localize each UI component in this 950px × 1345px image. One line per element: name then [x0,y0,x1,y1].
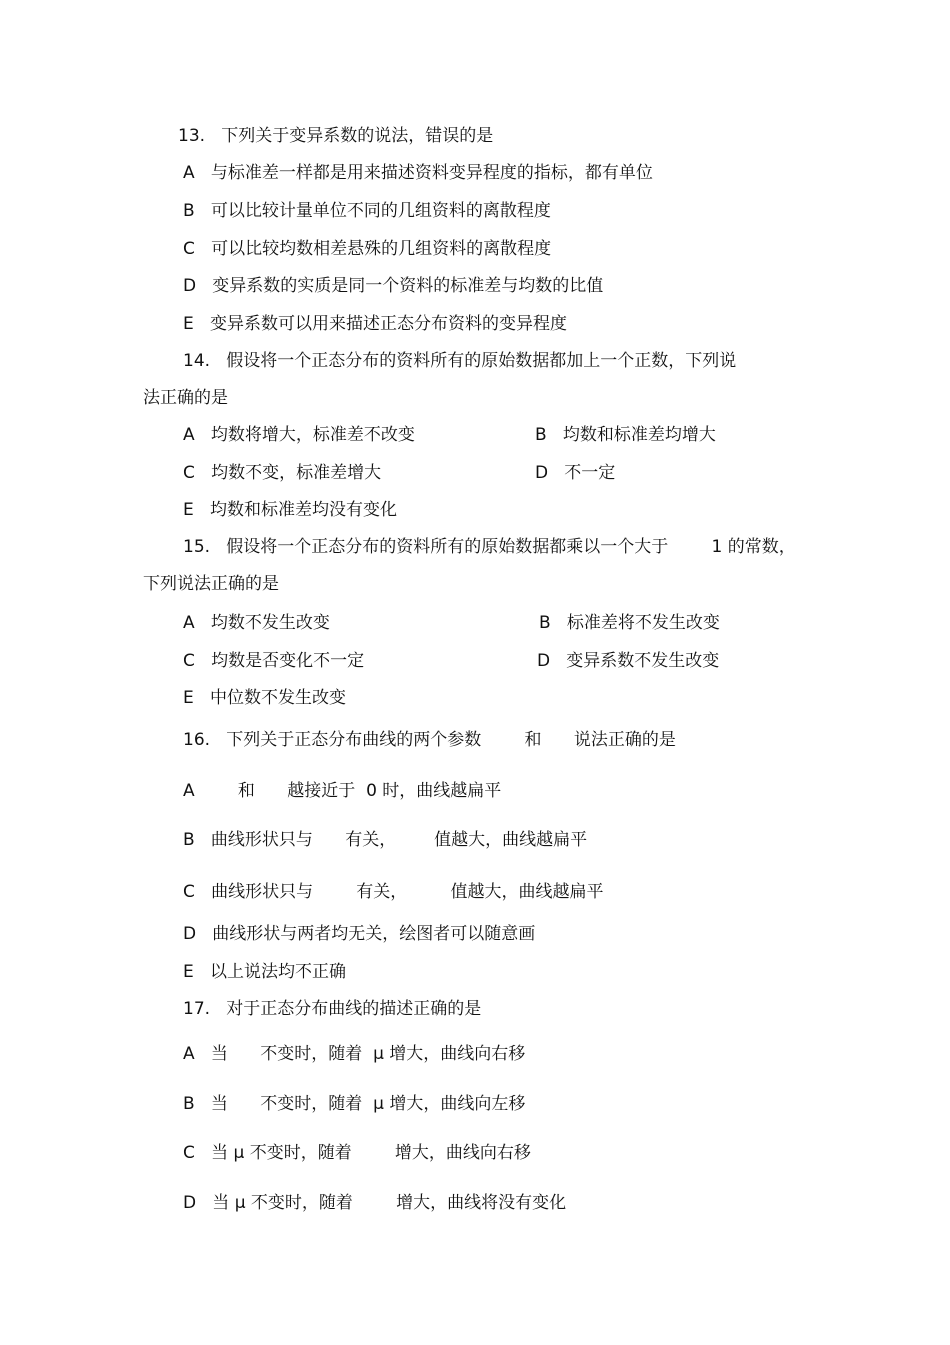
question-13-option-b: B 可以比较计量单位不同的几组资料的离散程度 [183,201,551,221]
question-13-stem: 13. 下列关于变异系数的说法，错误的是 [178,126,494,146]
question-15-option-c: C 均数是否变化不一定 [183,651,365,671]
question-16-option-e: E 以上说法均不正确 [183,962,346,982]
question-15-option-d: D 变异系数不发生改变 [537,651,720,671]
question-17-option-c: C 当 μ 不变时，随着 增大，曲线向右移 [183,1143,531,1163]
question-16-stem: 16. 下列关于正态分布曲线的两个参数 和 说法正确的是 [183,730,676,750]
question-15-option-a: A 均数不发生改变 [183,613,330,633]
question-13-option-d: D 变异系数的实质是同一个资料的标准差与均数的比值 [183,276,604,296]
question-13-option-e: E 变异系数可以用来描述正态分布资料的变异程度 [183,314,567,334]
question-16-option-d: D 曲线形状与两者均无关，绘图者可以随意画 [183,924,536,944]
question-14-stem-line1: 14. 假设将一个正态分布的资料所有的原始数据都加上一个正数，下列说 [183,351,737,371]
question-14-stem-line2: 法正确的是 [143,388,228,408]
question-14-option-b: B 均数和标准差均增大 [535,425,716,445]
question-15-stem-line2: 下列说法正确的是 [143,574,279,594]
question-13-option-c: C 可以比较均数相差悬殊的几组资料的离散程度 [183,239,552,259]
question-13-option-a: A 与标准差一样都是用来描述资料变异程度的指标，都有单位 [183,163,653,183]
question-16-option-b: B 曲线形状只与 有关， 值越大，曲线越扁平 [183,830,588,850]
question-14-option-d: D 不一定 [535,463,616,483]
question-17-option-a: A 当 不变时，随着 μ 增大，曲线向右移 [183,1044,526,1064]
question-15-option-b: B 标准差将不发生改变 [539,613,720,633]
question-17-option-b: B 当 不变时，随着 μ 增大，曲线向左移 [183,1094,526,1114]
question-14-option-c: C 均数不变，标准差增大 [183,463,382,483]
question-14-option-e: E 均数和标准差均没有变化 [183,500,397,520]
question-17-stem: 17. 对于正态分布曲线的描述正确的是 [183,999,482,1019]
question-17-option-d: D 当 μ 不变时，随着 增大，曲线将没有变化 [183,1193,567,1213]
question-14-option-a: A 均数将增大，标准差不改变 [183,425,415,445]
question-16-option-c: C 曲线形状只与 有关， 值越大，曲线越扁平 [183,882,604,902]
question-15-option-e: E 中位数不发生改变 [183,688,346,708]
question-15-stem-line1: 15. 假设将一个正态分布的资料所有的原始数据都乘以一个大于 1 的常数， [183,537,796,557]
question-16-option-a: A 和 越接近于 0 时，曲线越扁平 [183,781,502,801]
